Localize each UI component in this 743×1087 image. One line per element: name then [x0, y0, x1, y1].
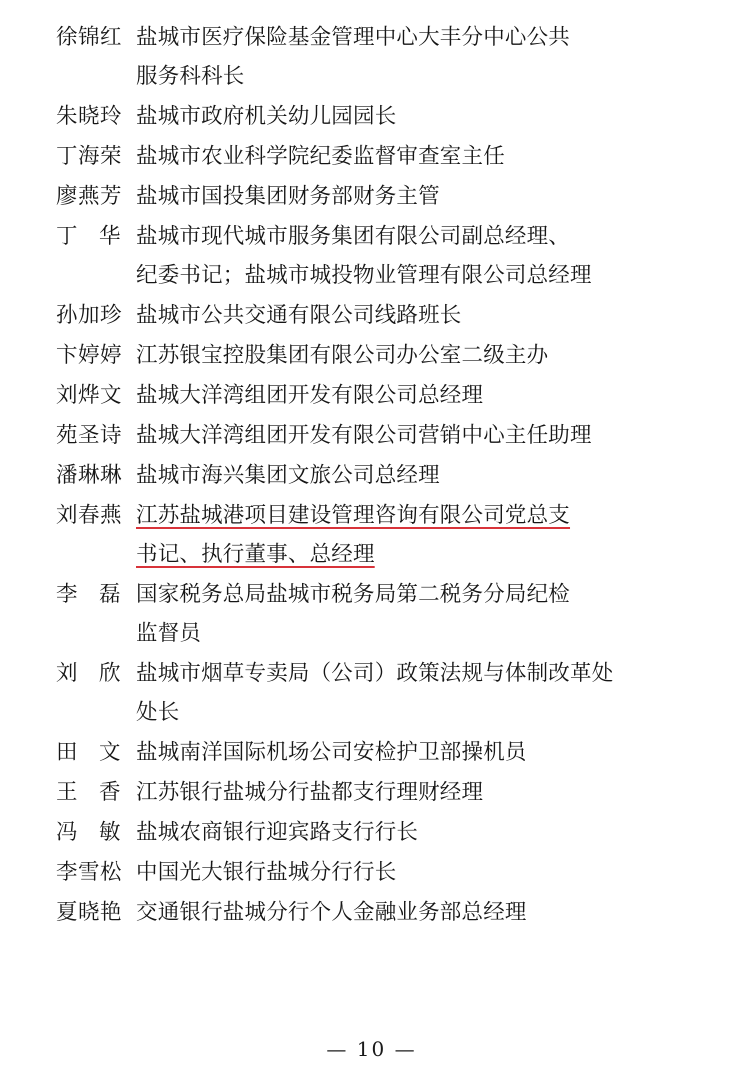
list-item: [30, 336, 713, 375]
person-title-line: 盐城农商银行迎宾路支行行长: [136, 820, 419, 845]
list-item: [30, 296, 713, 335]
person-title: [136, 853, 713, 892]
person-name: 朱晓玲: [56, 104, 123, 129]
person-title-line: 处长: [136, 700, 180, 725]
list-item: [30, 18, 713, 96]
person-title: [136, 296, 713, 335]
person-title: [136, 18, 713, 96]
person-name: 田 文: [56, 740, 121, 765]
list-item: [30, 416, 713, 455]
person-title-line: 江苏银宝控股集团有限公司办公室二级主办: [136, 343, 549, 368]
person-title: [136, 177, 713, 216]
person-name: 李 磊: [56, 582, 121, 607]
person-title-line: 纪委书记；盐城市城投物业管理有限公司总经理: [136, 263, 592, 288]
person-title-line: 盐城市国投集团财务部财务主管: [136, 184, 440, 209]
person-title-line: 江苏银行盐城分行盐都支行理财经理: [136, 780, 484, 805]
person-title-line: 服务科科长: [136, 64, 245, 89]
person-title-line: 盐城大洋湾组团开发有限公司营销中心主任助理: [136, 423, 592, 448]
person-title-line: 盐城市政府机关幼儿园园长: [136, 104, 397, 129]
list-item: [30, 654, 713, 732]
list-item: [30, 893, 713, 932]
personnel-list: [30, 18, 713, 932]
list-item: [30, 496, 713, 574]
list-item: [30, 97, 713, 136]
person-title: [136, 217, 713, 295]
person-title: [136, 456, 713, 495]
person-title-line: 盐城市农业科学院纪委监督审查室主任: [136, 144, 505, 169]
person-title-line: 中国光大银行盐城分行行长: [136, 860, 397, 885]
person-title-line: 江苏盐城港项目建设管理咨询有限公司党总支: [136, 503, 571, 528]
person-title-line: 盐城市公共交通有限公司线路班长: [136, 303, 462, 328]
person-title-line: 交通银行盐城分行个人金融业务部总经理: [136, 900, 527, 925]
person-title: [136, 893, 713, 932]
person-name: 丁 华: [56, 224, 121, 249]
person-name: 卞婷婷: [56, 343, 123, 368]
list-item: [30, 137, 713, 176]
list-item: [30, 456, 713, 495]
person-name: 孙加珍: [56, 303, 123, 328]
person-title-line: 监督员: [136, 621, 202, 646]
person-title-line: 国家税务总局盐城市税务局第二税务分局纪检: [136, 582, 571, 607]
person-title: [136, 575, 713, 653]
person-title-line: 盐城市海兴集团文旅公司总经理: [136, 463, 440, 488]
person-name: 王 香: [56, 780, 121, 805]
person-name: 李雪松: [56, 860, 123, 885]
person-title: [136, 336, 713, 375]
person-title: [136, 376, 713, 415]
person-title-line: 盐城市医疗保险基金管理中心大丰分中心公共: [136, 25, 571, 50]
person-name: 刘春燕: [56, 503, 123, 528]
list-item: [30, 853, 713, 892]
person-title-line: 盐城大洋湾组团开发有限公司总经理: [136, 383, 484, 408]
person-name: 苑圣诗: [56, 423, 123, 448]
list-item: [30, 376, 713, 415]
person-name: 廖燕芳: [56, 184, 123, 209]
person-name: 潘琳琳: [56, 463, 123, 488]
person-name: 刘 欣: [56, 661, 121, 686]
list-item: [30, 177, 713, 216]
person-name: 丁海荣: [56, 144, 123, 169]
person-title-line: 盐城市烟草专卖局（公司）政策法规与体制改革处: [136, 661, 614, 686]
person-title: [136, 733, 713, 772]
person-name: 冯 敏: [56, 820, 121, 845]
list-item: [30, 217, 713, 295]
page-number: — 10 —: [326, 1037, 417, 1061]
list-item: [30, 733, 713, 772]
person-title-line: 盐城南洋国际机场公司安检护卫部操机员: [136, 740, 527, 765]
person-title: [136, 137, 713, 176]
person-name: 刘烨文: [56, 383, 123, 408]
person-title-line: 盐城市现代城市服务集团有限公司副总经理、: [136, 224, 571, 249]
person-title: [136, 813, 713, 852]
person-title: [136, 773, 713, 812]
person-name: 徐锦红: [56, 25, 123, 50]
person-title: [136, 496, 713, 574]
person-title: [136, 97, 713, 136]
list-item: [30, 773, 713, 812]
person-title: [136, 654, 713, 732]
person-title: [136, 416, 713, 455]
person-title-line: 书记、执行董事、总经理: [136, 542, 375, 567]
list-item: [30, 813, 713, 852]
list-item: [30, 575, 713, 653]
person-name: 夏晓艳: [56, 900, 123, 925]
